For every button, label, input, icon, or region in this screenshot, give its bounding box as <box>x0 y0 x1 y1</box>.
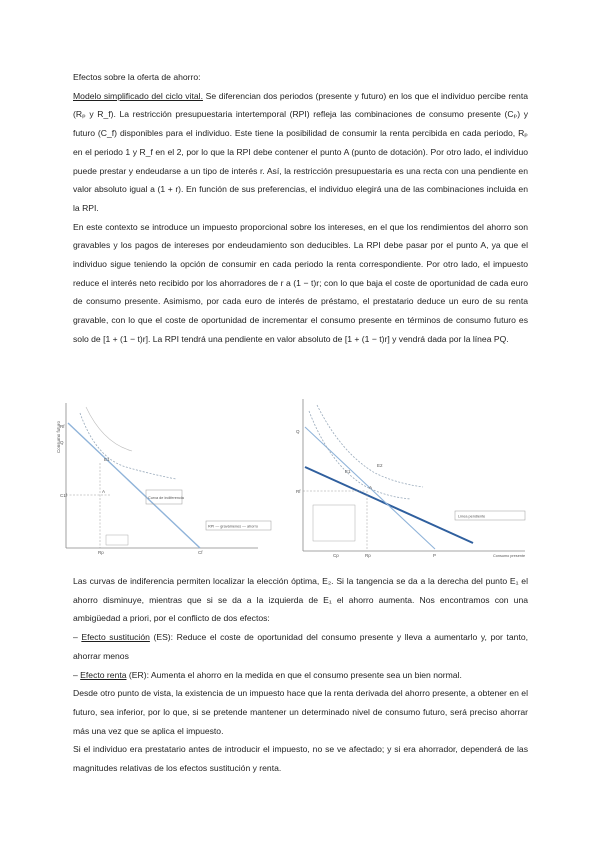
top-text-block <box>73 68 528 349</box>
right-indifference-curve-2 <box>317 405 423 487</box>
left-budget-line <box>68 423 200 548</box>
right-label-6: Cp <box>333 553 339 558</box>
right-legend: Línea pendiente <box>458 514 486 519</box>
item-er-text: (ER): Aumenta el ahorro en la medida en que el consumo presente sea un bien normal. <box>126 669 462 680</box>
left-small-box <box>106 535 128 545</box>
paragraph-other-view: Desde otro punto de vista, la existencia de un impuesto hace que la renta derivada del ahorro presente, a obtener en el futuro, sea inferior, por lo que, si se pretende mantener un determinado nivel de consumo futuro, será preciso ahorrar más una vez que se aplica el impuesto. <box>73 688 528 736</box>
left-label-1: Q <box>60 440 64 445</box>
section-heading: Efectos sobre la oferta de ahorro: <box>73 72 201 82</box>
right-label-3: A <box>369 485 373 490</box>
left-indifference-curve <box>80 413 176 479</box>
figure-left-svg <box>58 393 290 555</box>
item-substitution-effect <box>73 628 528 665</box>
left-indifference-curve-2 <box>86 407 132 451</box>
paragraph-borrower: Si el individuo era prestatario antes de introducir el impuesto, no se ve afectado; y si era ahorrador, dependerá de las magnitudes relativas de los efectos sustitución y renta. <box>73 744 528 774</box>
item-es-dash: – <box>73 632 78 643</box>
right-label-0: Q <box>296 429 300 434</box>
item-er-label: Efecto renta <box>80 669 127 680</box>
paragraph-tax: En este contexto se introduce un impuesto proporcional sobre los intereses, en el que los rendimientos del ahorro son gravables y los pagos de intereses por endeudamiento son deducibles. La RPI debe pasar por el punto A, ya que el individuo sigue teniendo la opción de consumir en cada periodo la renta correspondiente. Por otro lado, el impuesto reduce el interés neto recibido por los ahorradores de r a (1 − t)r; con lo que baja el coste de oportunidad de cada euro de consumo presente. Asimismo, por cada euro de interés de préstamo, el prestatario deduce un euro de su renta gravable, con lo que el coste de oportunidad de incrementar el consumo presente en términos de consumo futuro es solo de [1 + (1 − t)r]. La RPI tendrá una pendiente en valor absoluto de [1 + (1 − t)r] y vendrá dada por la línea PQ. <box>73 221 528 344</box>
right-label-4: Rf <box>296 489 301 494</box>
left-label-3: C1f <box>60 493 68 498</box>
item-er-dash: – <box>73 669 78 680</box>
figure-right <box>293 393 555 559</box>
left-label-4: A <box>102 489 106 494</box>
right-detail-box <box>313 505 355 541</box>
right-label-1: E1 <box>345 469 351 474</box>
left-label-2: E1 <box>104 457 110 462</box>
model-text: Se diferencian dos periodos (presente y futuro) en los que el individuo percibe renta (Rₚ y R_f). La restricción presupuestaria intertemporal (RPI) refleja las combinaciones de consumo presente (Cₚ) y futuro (C_f) disponibles para el individuo. Este tiene la posibilidad de consumir la renta percibida en cada periodo, Rₚ en el periodo 1 y R_f en el 2, por lo que la RPI debe contener el punto A (punto de dotación). Por otro lado, el individuo puede prestar y endeudarse a un tipo de interés r. Así, la restricción presupuestaria es una recta con una pendiente en valor absoluto igual a (1 + r). En función de sus preferencias, el individuo elegirá una de las combinaciones incluida en la RPI. <box>73 90 528 213</box>
left-label-6: Cf <box>198 550 203 555</box>
paragraph-indifference: Las curvas de indiferencia permiten localizar la elección óptima, E₂. Si la tangencia se da a la derecha del punto E₁ el ahorro disminuye, mientras que si se da a la izquierda de E₁ el ahorro aumenta. Nos encontramos con una ambigüedad a priori, por el conflicto de dos efectos: <box>73 576 528 624</box>
left-legend: RPI — gravámenes — ahorro <box>208 524 259 529</box>
item-es-text: (ES): Reduce el coste de oportunidad del consumo presente y lleva a aumentarlo y, por tanto, ahorrar menos <box>73 632 528 661</box>
item-es-label: Efecto sustitución <box>81 632 150 643</box>
figure-right-svg <box>293 393 555 559</box>
left-label-0: Rf <box>60 424 65 429</box>
left-y-axis-label: Consumo futuro <box>56 420 61 453</box>
item-income-effect <box>73 666 528 685</box>
right-label-5: P <box>433 553 437 558</box>
figure-left <box>58 393 290 555</box>
right-label-7: Rp <box>365 553 371 558</box>
right-indifference-curve-1 <box>309 411 411 499</box>
bottom-text-block <box>73 572 528 778</box>
left-box-label: Curva de indiferencia <box>148 496 184 500</box>
right-x-axis-label: Consumo presente <box>493 554 526 558</box>
right-label-2: E2 <box>377 463 383 468</box>
left-label-5: Rp <box>98 550 104 555</box>
model-lead: Modelo simplificado del ciclo vital. <box>73 90 203 101</box>
paragraph-model <box>73 87 528 218</box>
